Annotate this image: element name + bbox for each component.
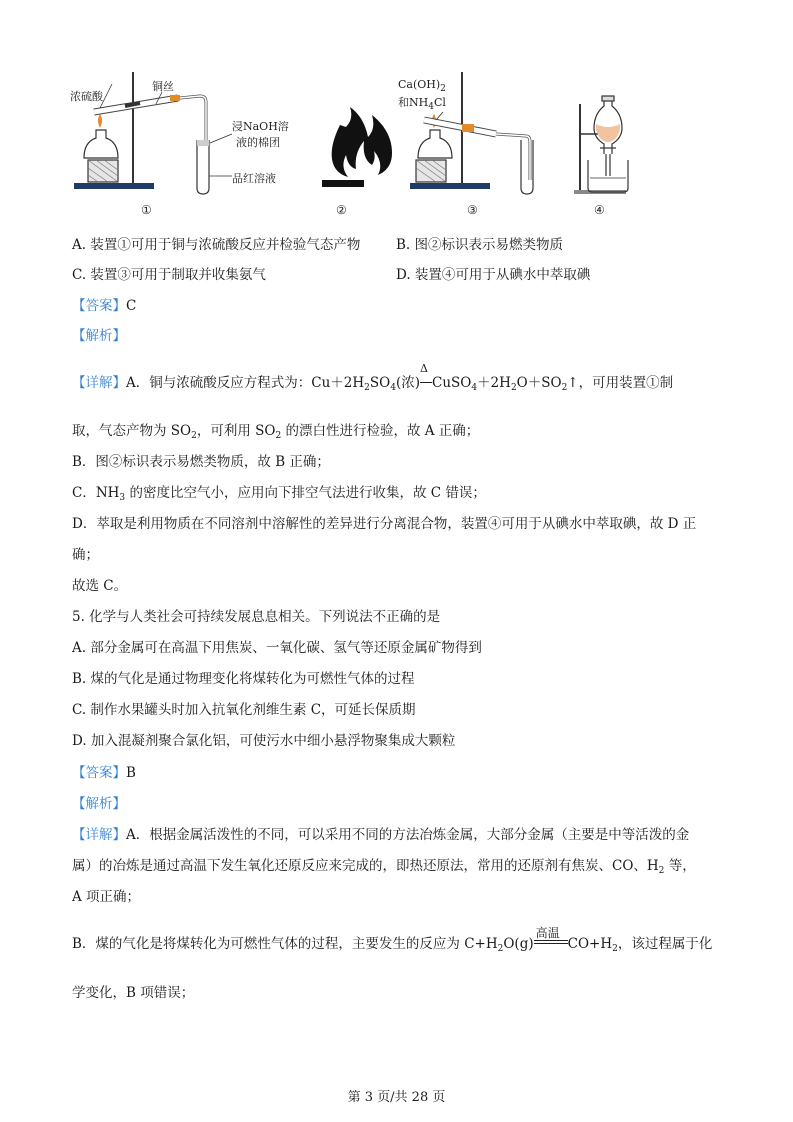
apparatus-4 xyxy=(574,96,628,194)
flammable-icon xyxy=(322,107,392,187)
acid-label: 浓硫酸 xyxy=(70,90,103,103)
q4-detail-d: D．萃取是利用物质在不同溶剂中溶解性的差异进行分离混合物，装置④可用于从碘水中萃取碘，故 D 正 xyxy=(72,516,697,532)
q4-detail-b: B．图②标识表示易燃类物质，故 B 正确； xyxy=(72,454,330,470)
q4-detail-d-cont: 确； xyxy=(72,547,99,563)
q5-detail-a-end: A 项正确； xyxy=(72,889,141,905)
q4-conclusion: 故选 C。 xyxy=(72,578,128,594)
figure-label-1: ① xyxy=(141,203,152,217)
q4-option-c: C. 装置③可用于制取并收集氨气 xyxy=(72,267,266,283)
q4-detail-a: 【详解】A．铜与浓硫酸反应方程式为：$Cu+2H_2SO_4$(浓) Δ $CuSO_4+2H_2O+SO_2↑$，可用装置①制 xyxy=(72,362,674,393)
q4-option-d: D. 装置④可用于从碘水中萃取碘 xyxy=(396,267,591,283)
q5-detail-b: B．煤的气化是将煤转化为可燃性气体的过程，主要发生的反应为 $C+H_2O(g)$ 高温 $CO+H_2$，该过程属于化 xyxy=(72,926,713,954)
page-footer: 第 3 页/共 28 页 xyxy=(347,1090,446,1105)
solution-label: 品红溶液 xyxy=(232,172,276,185)
q4-option-a: A. 装置①可用于铜与浓硫酸反应并检验气态产物 xyxy=(72,237,361,253)
q5-answer: 【答案】B xyxy=(72,765,136,781)
q4-answer: 【答案】C xyxy=(72,298,137,314)
q5-detail-a: 【详解】A．根据金属活泼性的不同，可以采用不同的方法冶炼金属，大部分金属（主要是中等活泼的金 xyxy=(72,827,690,843)
q4-analysis-tag: 【解析】 xyxy=(72,328,126,344)
q5-option-b: B. 煤的气化是通过物理变化将煤转化为可燃性气体的过程 xyxy=(72,671,415,687)
cotton-label-2: 液的棉团 xyxy=(236,136,280,149)
apparatus-figure xyxy=(0,0,793,230)
q5-detail-b-cont: 学变化，B 项错误； xyxy=(72,985,195,1001)
q5-option-c: C. 制作水果罐头时加入抗氧化剂维生素 C，可延长保质期 xyxy=(72,702,416,718)
copper-wire-label: 铜丝 xyxy=(152,80,174,93)
figure-label-3: ③ xyxy=(467,203,478,217)
q5-option-d: D. 加入混凝剂聚合氯化铝，可使污水中细小悬浮物聚集成大颗粒 xyxy=(72,733,456,749)
q5-option-a: A. 部分金属可在高温下用焦炭、一氧化碳、氢气等还原金属矿物得到 xyxy=(72,640,482,656)
q4-option-b: B. 图②标识表示易燃类物质 xyxy=(396,237,564,253)
reagent-label-2: 和$NH_4Cl$ xyxy=(398,96,446,112)
q5-analysis-tag: 【解析】 xyxy=(72,796,126,812)
q5-detail-a-cont: 属）的冶炼是通过高温下发生氧化还原反应来完成的，即热还原法，常用的还原剂有焦炭、CO、$H_2$ 等， xyxy=(72,858,696,876)
reagent-label-1: $Ca(OH)_2$ xyxy=(398,78,446,94)
q5-stem: 5. 化学与人类社会可持续发展息息相关。下列说法不正确的是 xyxy=(72,609,441,625)
figure-label-2: ② xyxy=(336,203,347,217)
cotton-label-1: 浸NaOH溶 xyxy=(232,120,289,133)
figure-label-4: ④ xyxy=(594,203,605,217)
q4-detail-c: C．$NH_3$ 的密度比空气小，应用向下排空气法进行收集，故 C 错误； xyxy=(72,485,486,503)
q4-detail-a-cont: 取，气态产物为 $SO_2$，可利用 $SO_2$ 的漂白性进行检验，故 A 正确； xyxy=(72,423,480,441)
